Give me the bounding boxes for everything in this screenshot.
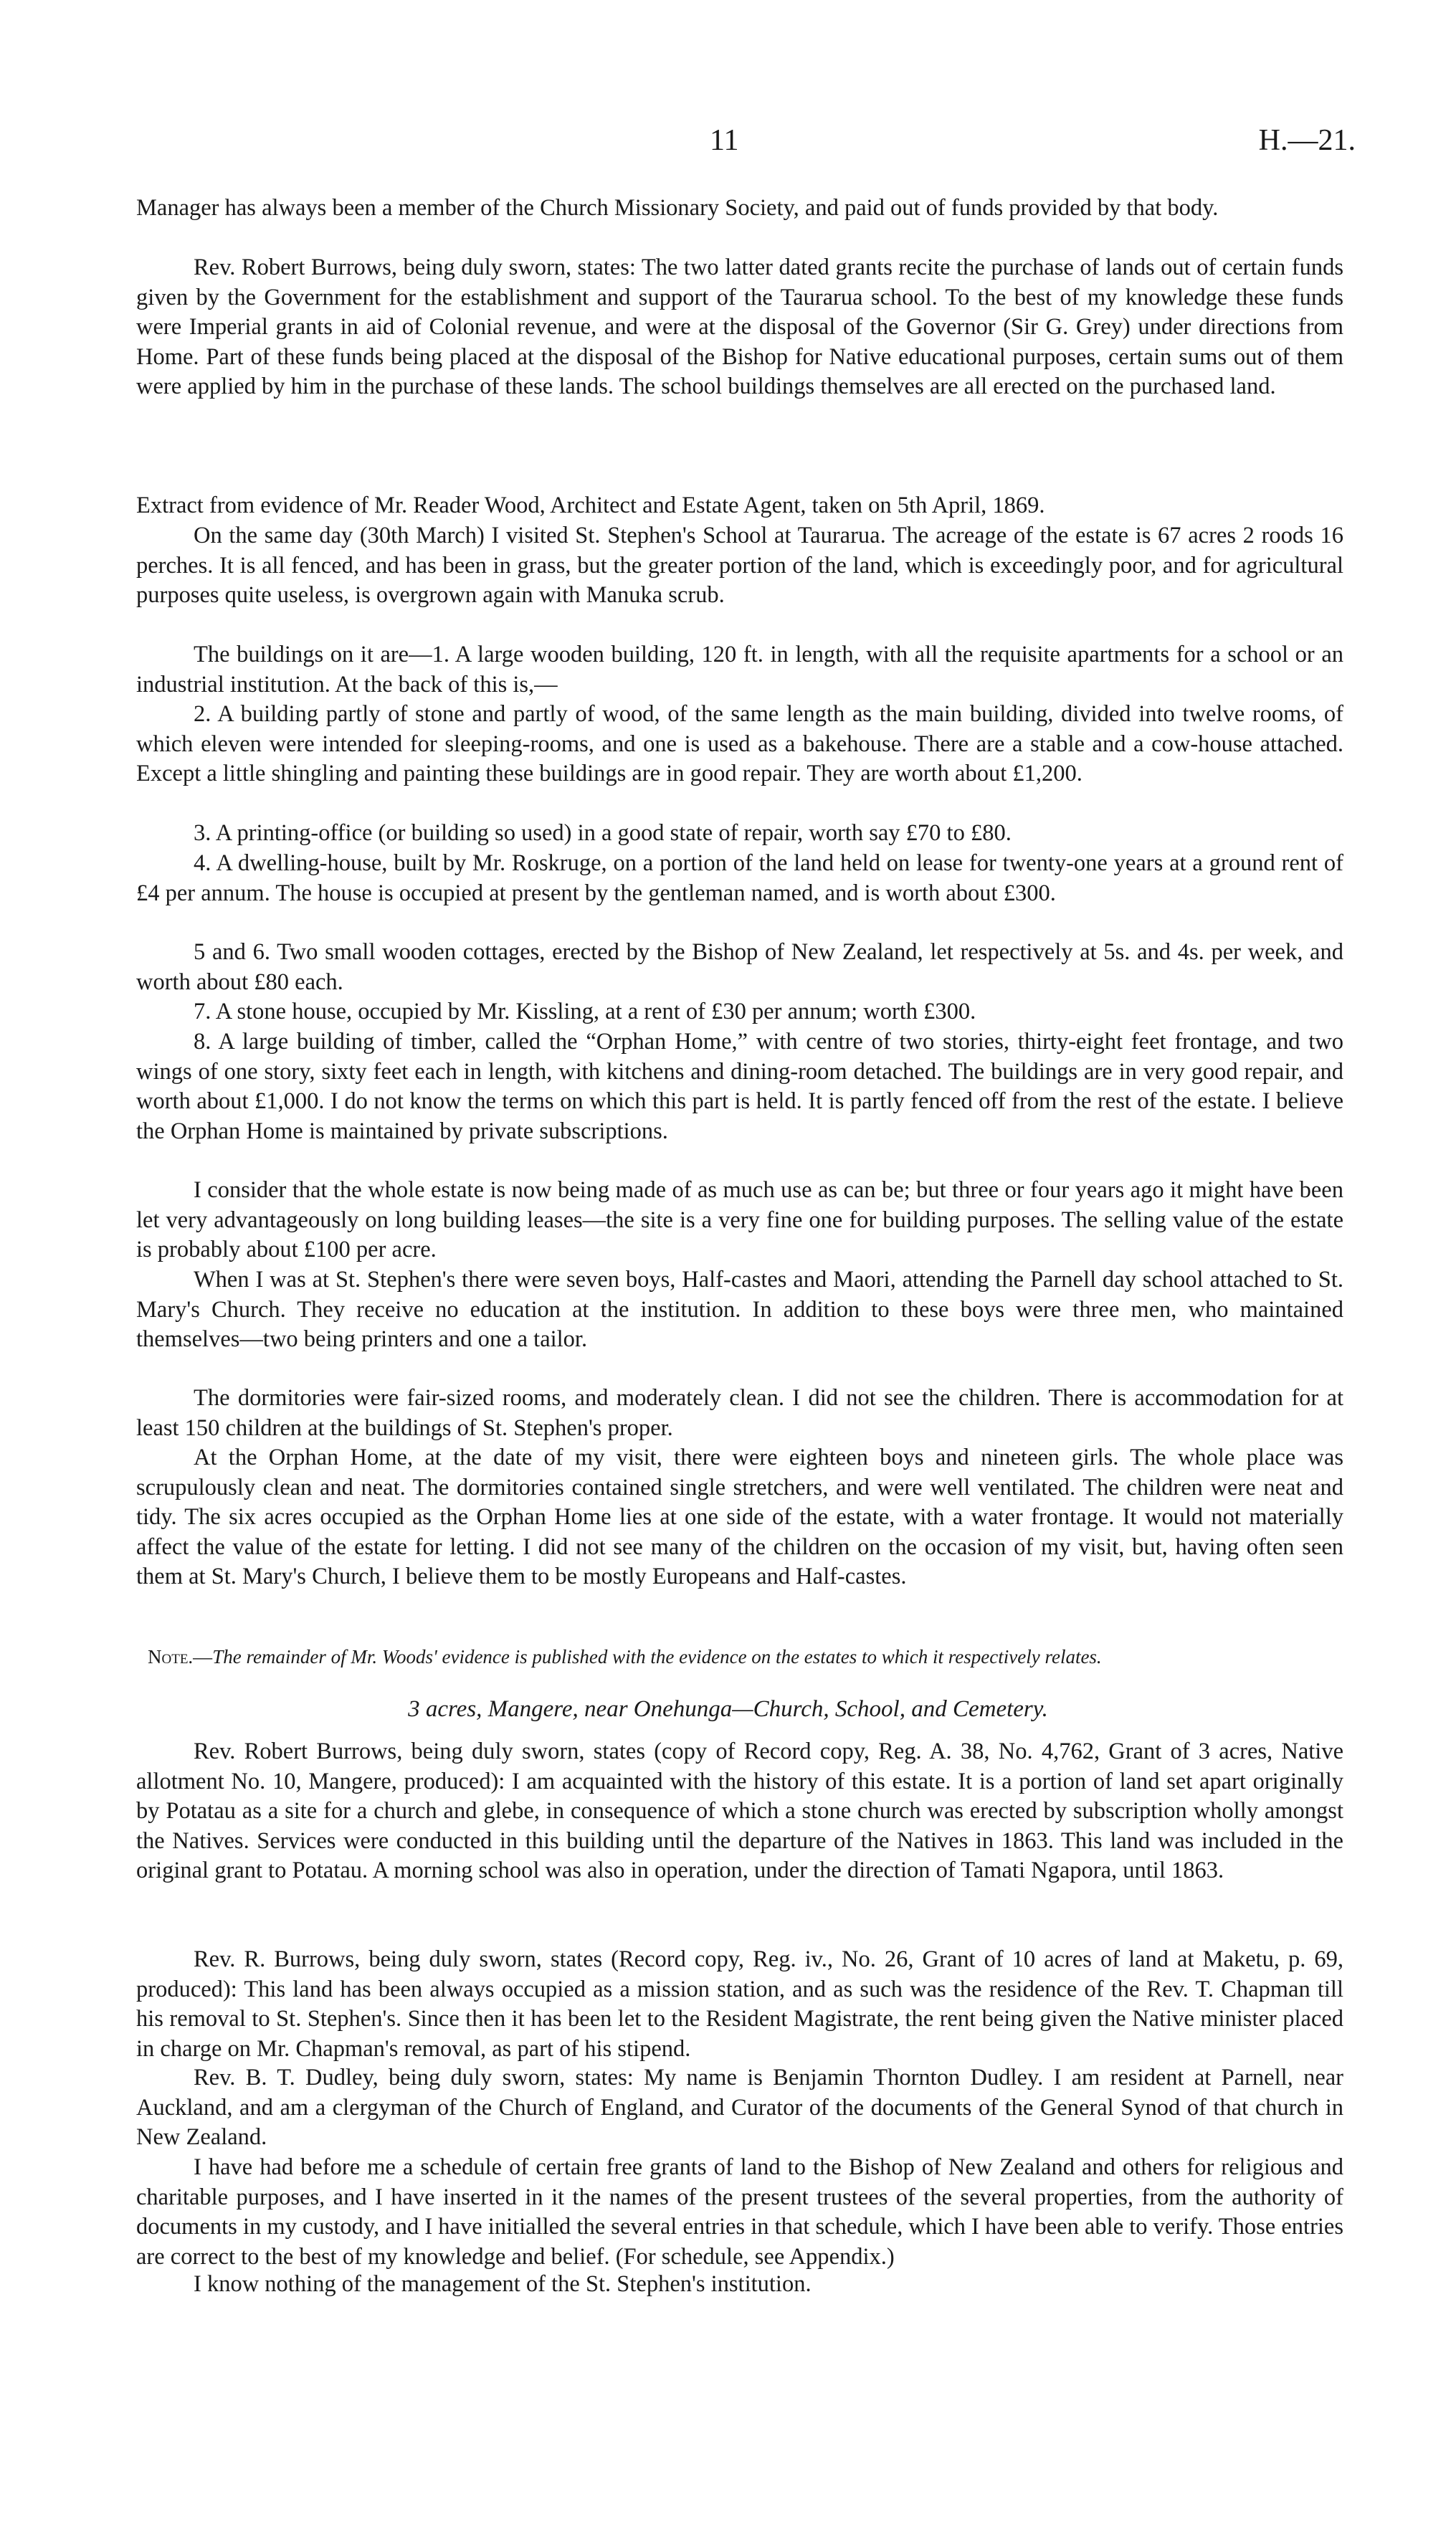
paragraph-extract-heading: Extract from evidence of Mr. Reader Wood, Architect and Estate Agent, taken on 5th April, 1869. bbox=[136, 493, 1045, 518]
paragraph-estate-use: I consider that the whole estate is now being made of as much use as can be; but three or four years ago it might have been let very advantageously on long building leases—the site is a very fine one for building purposes. The selling value of the estate is probably about £100 per acre. bbox=[136, 1177, 1343, 1263]
paragraph-buildings-4: 4. A dwelling-house, built by Mr. Roskruge, on a portion of the land held on lease for twenty-one years at a ground rent of £4 per annum. The house is occupied at present by the gentleman named, and is worth about £300. bbox=[136, 850, 1343, 906]
paragraph-orphan-home-visit: At the Orphan Home, at the date of my visit, there were eighteen boys and nineteen girls. The whole place was scrupulously clean and neat. The dormitories contained single stretchers, and were well ventilated. The children were neat and tidy. The six acres occupied as the Orphan Home lies at one side of the estate, with a water frontage. It would not materially affect the value of the estate for letting. I did not see many of the children on the occasion of my visit, but, having often seen them at St. Mary's Church, I believe them to be mostly Europeans and Half-castes. bbox=[136, 1445, 1343, 1590]
note-body: The remainder of Mr. Woods' evidence is published with the evidence on the estates to which it respectively relates. bbox=[212, 1646, 1102, 1668]
paragraph-manager-funds: Manager has always been a member of the Church Missionary Society, and paid out of funds provided by that body. bbox=[136, 195, 1219, 221]
paragraph-closing: I know nothing of the management of the St. Stephen's institution. bbox=[194, 2271, 812, 2297]
paragraph-orphan-home: 8. A large building of timber, called the “Orphan Home,” with centre of two stories, thirty-eight feet frontage, and two wings of one story, sixty feet each in length, with kitchens and dining-room detached. The buildings are in very good repair, and worth about £1,000. I do not know the terms on which this part is held. It is partly fenced off from the rest of the estate. I believe the Orphan Home is maintained by private subscriptions. bbox=[136, 1029, 1343, 1144]
page-number: 11 bbox=[710, 124, 739, 157]
paragraph-buildings-5-6: 5 and 6. Two small wooden cottages, erected by the Bishop of New Zealand, let respectively at 5s. and 4s. per week, and worth about £80 each. bbox=[136, 939, 1343, 995]
paragraph-st-stephens-visit: On the same day (30th March) I visited St. Stephen's School at Taurarua. The acreage of the estate is 67 acres 2 roods 16 perches. It is all fenced, and has been in grass, but the greater portion of the land, which is exceedingly poor, and for agricultural purposes quite useless, is overgrown again with Manuka scrub. bbox=[136, 523, 1343, 609]
paragraph-maketu-grant: Rev. R. Burrows, being duly sworn, states (Record copy, Reg. iv., No. 26, Grant of 10 acres of land at Maketu, p. 69, produced): This land has been always occupied as a mission station, and as such was the residence of the Rev. T. Chapman till his removal to St. Stephen's. Since then it has been let to the Resident Magistrate, the rent being given the Native minister placed in charge on Mr. Chapman's removal, as part of his stipend. bbox=[136, 1946, 1343, 2062]
paragraph-boys-attending: When I was at St. Stephen's there were seven boys, Half-castes and Maori, attending the Parnell day school attached to St. Mary's Church. They receive no education at the institution. In addition to these boys were three men, who maintained themselves—two being printers and one a tailor. bbox=[136, 1267, 1343, 1353]
paragraph-buildings-2: 2. A building partly of stone and partly of wood, of the same length as the main building, divided into twelve rooms, of which eleven were intended for sleeping-rooms, and one is used as a bakehouse. There are a stable and a cow-house attached. Except a little shingling and painting these buildings are in good repair. They are worth about £1,200. bbox=[136, 701, 1343, 787]
paragraph-mangere-estate: Rev. Robert Burrows, being duly sworn, states (copy of Record copy, Reg. A. 38, No. 4,762, Grant of 3 acres, Native allotment No. 10, Mangere, produced): I am acquainted with the history of this estate. It is a portion of land set apart originally by Potatau as a site for a church and glebe, in consequence of which a stone church was erected by subscription wholly amongst the Natives. Services were conducted in this building until the departure of the Natives in 1863. This land was included in the original grant to Potatau. A morning school was also in operation, under the direction of Tamati Ngapora, until 1863. bbox=[136, 1738, 1343, 1884]
paragraph-schedule-of-grants: I have had before me a schedule of certain free grants of land to the Bishop of New Zealand and others for religious and charitable purposes, and I have inserted in it the names of the present trustees of the several properties, from the authority of documents in my custody, and I have initialled the several entries in that schedule, which I have been able to verify. Those entries are correct to the best of my knowledge and belief. (For schedule, see Appendix.) bbox=[136, 2154, 1343, 2270]
paragraph-buildings-3: 3. A printing-office (or building so used) in a good state of repair, worth say £70 to £80. bbox=[194, 820, 1012, 846]
paragraph-dormitories: The dormitories were fair-sized rooms, and moderately clean. I did not see the children. There is accommodation for at least 150 children at the buildings of St. Stephen's proper. bbox=[136, 1385, 1343, 1441]
paragraph-buildings-1: The buildings on it are—1. A large wooden building, 120 ft. in length, with all the requisite apartments for a school or an industrial institution. At the back of this is,— bbox=[136, 642, 1343, 698]
note-label: Note.— bbox=[148, 1646, 213, 1668]
page-header bbox=[0, 123, 1456, 166]
paragraph-buildings-7: 7. A stone house, occupied by Mr. Kissling, at a rent of £30 per annum; worth £300. bbox=[194, 999, 976, 1024]
document-reference: H.—21. bbox=[1258, 124, 1356, 157]
note bbox=[136, 1644, 1343, 1670]
paragraph-dudley-statement: Rev. B. T. Dudley, being duly sworn, states: My name is Benjamin Thornton Dudley. I am resident at Parnell, near Auckland, and am a clergyman of the Church of England, and Curator of the documents of the General Synod of that church in New Zealand. bbox=[136, 2065, 1343, 2151]
section-subheading: 3 acres, Mangere, near Onehunga—Church, School, and Cemetery. bbox=[408, 1696, 1048, 1722]
paragraph-burrows-taurarua: Rev. Robert Burrows, being duly sworn, states: The two latter dated grants recite the purchase of lands out of certain funds given by the Government for the establishment and support of the Taurarua school. To the best of my knowledge these funds were Imperial grants in aid of Colonial revenue, and were at the disposal of the Governor (Sir G. Grey) under directions from Home. Part of these funds being placed at the disposal of the Bishop for Native educational purposes, certain sums out of them were applied by him in the purchase of these lands. The school buildings themselves are all erected on the purchased land. bbox=[136, 255, 1343, 400]
